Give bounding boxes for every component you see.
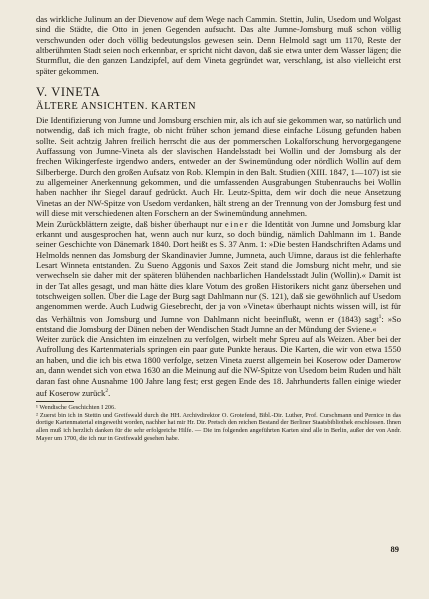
intro-paragraph: das wirkliche Julinum an der Dievenow auf dem Wege nach Cammin. Stettin, Julin, Usedom und Wolgast sind die Städte, die Otto in jenen Gegenden aufsucht. Das alte Jumne-Jomsburg muß schon völlig verschwunden oder doch völlig bedeutungslos gewesen sein. Denn Helmold sagt um 1170, Reste der altberühmten Stadt seien noch erkennbar, er spricht nicht davon, daß sie etwa unter dem Wasser lägen; die Sturmflut, die den ganzen Landzipfel, auf dem Vineta gegründet war, verschlang, ist also vielleicht erst später gekommen. <box>36 14 401 76</box>
footnotes <box>36 401 401 443</box>
footnote-ref-1: 1 <box>378 313 382 320</box>
paragraph-3-end: . <box>108 387 111 398</box>
emphasized-word: einer <box>224 218 249 229</box>
paragraph-3-text: Weiter zurück die Ansichten im einzelnen zu verfolgen, wirbelt mehr Spreu auf als Weizen. Aber bei der Aufrollung des Kartenmaterials springen ein paar gute Punkte heraus. Die Karten, die wir von etwa 1550 an haben, und die ich bis etwa 1800 verfolge, setzen Vineta zuerst allgemein bei Koserow oder Damerow an, dann wendet sich von etwa 1630 an die Meinung auf die NW-Spitze von Usedom beim Ruden und hält daran fast ohne Ausnahme 100 Jahre lang fest; erst gegen Ende des 18. Jahrhunderts fallen einige wieder auf Koserow zurück <box>36 334 401 398</box>
paragraph-2-text-b: die Identität von Jumne und Jomsburg klar erkannt und ausgesprochen hat, wenn auch nur kurz, so doch bündig, nämlich Dahlmann im 1. Bande seiner Geschichte von Dänemark 1840. Dort heißt es S. 37 Anm. 1: »Die besten Handschriften Adams und Helmolds nennen das Jomsburg der Skandinavier Jumne, Jumneta, auch Uimne, daraus ist die fehlerhafte Lesart Winneta entstanden. Zu Sueno Aggonis und Saxos Zeit stand die Jomsburg nicht mehr, und sie verwechseln sie daher mit der späteren blühenden nachbarlichen Handelsstadt Julin (Wollin).« Damit ist in der Tat alles gesagt, und man hätte dies klare Votum des großen Historikers nicht ganz übersehen und totschweigen sollen. Über die Lage der Burg sagt Dahlmann nur (S. 121), daß sie gewöhnlich auf Usedom angenommen werde. Auch Ludwig Giesebrecht, der ja von »Vineta« überhaupt nichts wissen will, ist für das Verhältnis von Jomsburg und Jumne von Dahlmann nicht beeinflußt, wenn er (1843) sagt <box>36 218 401 324</box>
chapter-heading: V. VINETA <box>36 85 101 100</box>
page-number: 89 <box>390 544 399 554</box>
footnote-2: ² Zuerst bin ich in Stettin und Greifswald durch die HH. Archivdirektor O. Grotefend, Bibl.-Dir. Luther, Prof. Curschmann und Pernice in das dortige Kartenmaterial eingeweiht worden, nachher hat mir Hr. Dir. Pretsch den reichen Bestand der Berliner Staatsbibliothek erschlossen. Ihnen allen muß ich herzlich danken für die sehr erfolgreiche Hilfe. — Die im folgenden angeführten Karten sind alle in Berlin, außer der von Andr. Mayer um 1700, die ich nur in Greifswald gesehen habe. <box>36 411 401 442</box>
body-paragraph-3 <box>36 334 401 398</box>
body-paragraph-2 <box>36 219 401 335</box>
paragraph-2-text-a: Mein Zurückblättern zeigte, daß bisher überhaupt nur <box>36 218 225 229</box>
body-paragraph-1: Die Identifizierung von Jumne und Jomsburg erschien mir, als ich auf sie gekommen war, so natürlich und notwendig, daß ich mich fragte, ob nicht früher schon jemand diese einfache Lösung gefunden haben sollte. Seit achtzig Jahren freilich herrscht die aus der pommerschen Lokalforschung hervorgegangene Auffassung von Jumne-Vineta als der slavischen Handelsstadt bei Wollin und der Jomsburg als der frechen Wikingerfeste irgendwo anders, entweder an der Swinemündung oder nördlich Wollin auf dem Silberberge. Durch den großen Aufsatz von Rob. Klempin in den Balt. Studien (XIII. 1847, 1—107) ist sie zu allgemeiner Anerkennung gekommen, und die umfassenden Ausgrabungen Stubenrauchs bei Wollin haben nachher ihr Siegel darauf gedrückt. Auch Hr. Leutz-Spitta, dem wir doch die neue Ansetzung Vinetas an der NW-Spitze von Usedom verdanken, hält streng an der Trennung von der Jomsburg fest und will diese mit verschiedenen alten Forschern an der Swinemündung annehmen. <box>36 115 401 219</box>
footnote-1: ¹ Wendische Geschichten I 206. <box>36 404 116 412</box>
paragraph-2-text-c: : »So entstand die Jomsburg der Dänen neben der Wendischen Stadt Jumne an der Mündung der Sviene.« <box>36 313 402 334</box>
footnote-rule <box>36 401 74 402</box>
footnote-ref-2: 2 <box>105 387 109 394</box>
section-subheading: ÄLTERE ANSICHTEN. KARTEN <box>36 101 197 113</box>
